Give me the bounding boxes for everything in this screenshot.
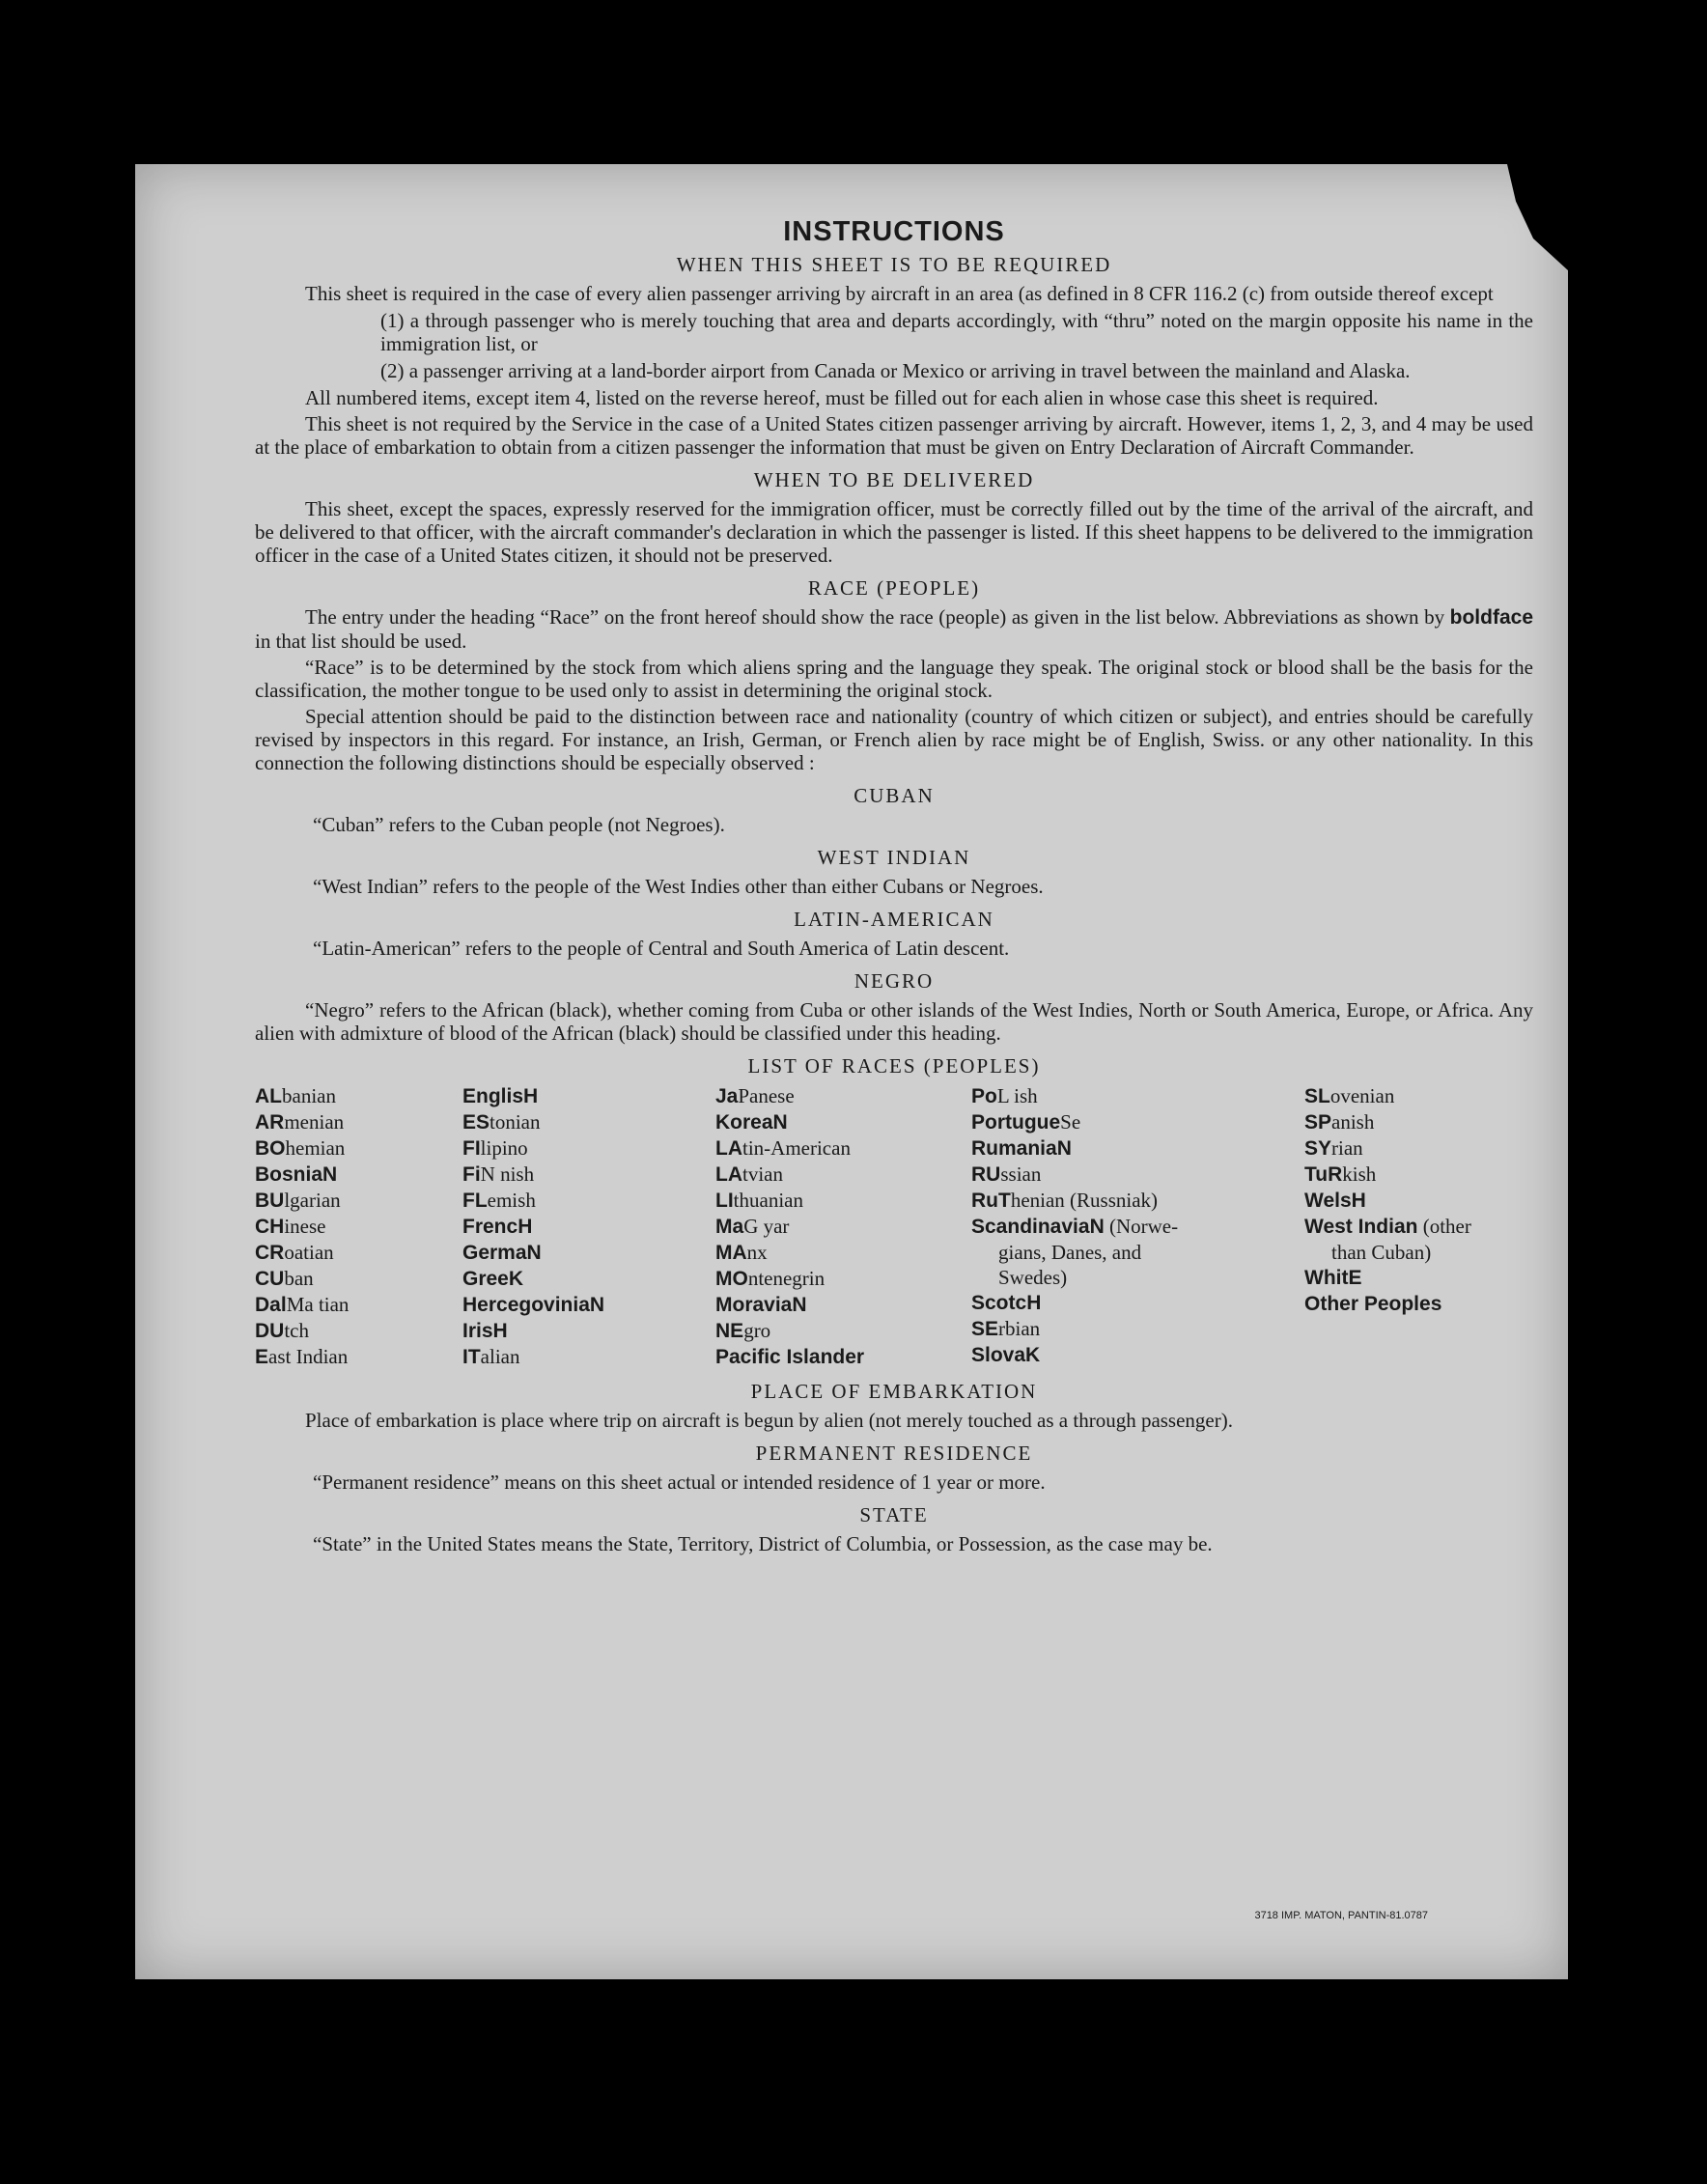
heading-when-delivered: WHEN TO BE DELIVERED	[753, 468, 1035, 491]
heading-latin-american: LATIN-AMERICAN	[794, 908, 994, 931]
race-entry: BosniaN	[255, 1163, 338, 1186]
race-entry: FLemish	[462, 1189, 536, 1212]
heading-when-required: WHEN THIS SHEET IS TO BE REQUIRED	[676, 253, 1112, 276]
heading-residence: PERMANENT RESIDENCE	[755, 1442, 1033, 1465]
race-entry: EnglisH	[462, 1085, 539, 1107]
race-entry: LAtin-American	[715, 1136, 851, 1160]
race-entry: SPanish	[1304, 1110, 1375, 1134]
list-item-2: (2) a passenger arriving at a land-border airport from Canada or Mexico or arriving in travel between the mainland and Alaska.	[380, 359, 1411, 382]
boldface-word: boldface	[1449, 606, 1534, 629]
instructions-content	[255, 216, 1534, 1558]
race-entry: GreeK	[462, 1268, 524, 1290]
race-entry: SErbian	[971, 1317, 1041, 1340]
race-entry: TuRkish	[1304, 1162, 1377, 1186]
race-entry: Pacific Islander	[715, 1346, 865, 1368]
text-run: in that list should be used.	[255, 630, 467, 653]
race-entry: SYrian	[1304, 1136, 1363, 1160]
page-title: INSTRUCTIONS	[783, 216, 1005, 247]
race-entry: East Indian	[255, 1345, 349, 1368]
race-entry: ScandinaviaN (Norwe-	[971, 1215, 1179, 1238]
race-entry: WhitE	[1304, 1267, 1362, 1289]
text-run: The entry under the heading “Race” on the front hereof should show the race (people) as given in the list below. Abbreviations as shown by	[305, 605, 1445, 629]
race-entry: GermaN	[462, 1242, 542, 1264]
race-entry: RumaniaN	[971, 1137, 1072, 1160]
heading-embarkation: PLACE OF EMBARKATION	[750, 1380, 1038, 1403]
race-entry: ALbanian	[255, 1084, 336, 1107]
race-entry: FrencH	[462, 1216, 533, 1238]
race-entry: FiN nish	[462, 1162, 535, 1186]
heading-negro: NEGRO	[854, 969, 935, 993]
races-column	[715, 1083, 971, 1370]
race-entry: HercegoviniaN	[462, 1294, 605, 1316]
heading-list-of-races: LIST OF RACES (PEOPLES)	[747, 1054, 1041, 1078]
race-entry: LAtvian	[715, 1162, 783, 1186]
definition: “Latin-American” refers to the people of Central and South America of Latin descent.	[313, 937, 1010, 960]
race-entry: KoreaN	[715, 1111, 788, 1134]
race-entry: PortugueSe	[971, 1110, 1081, 1134]
heading-west-indian: WEST INDIAN	[817, 846, 971, 869]
race-entry: RUssian	[971, 1162, 1042, 1186]
races-column	[255, 1083, 462, 1370]
race-entry: MOntenegrin	[715, 1267, 826, 1290]
print-code: 3718 IMP. MATON, PANTIN-81.0787	[1254, 1910, 1428, 1921]
definition: “West Indian” refers to the people of the West Indies other than either Cubans or Negroes.	[313, 875, 1044, 898]
race-entry: ScotcH	[971, 1292, 1042, 1314]
race-entry: EStonian	[462, 1110, 541, 1134]
paragraph: This sheet is required in the case of every alien passenger arriving by aircraft in an area (as defined in 8 CFR 116.2 (c) from outside thereof except	[305, 282, 1494, 305]
races-table	[255, 1083, 1533, 1370]
heading-cuban: CUBAN	[854, 784, 935, 807]
race-entry: Other Peoples	[1304, 1293, 1442, 1315]
paragraph: All numbered items, except item 4, listed on the reverse hereof, must be filled out for each alien in whose case this sheet is required.	[305, 386, 1379, 409]
race-entry: MaG yar	[715, 1215, 790, 1238]
race-entry: SlovaK	[971, 1344, 1041, 1366]
race-entry: CHinese	[255, 1215, 326, 1238]
race-entry: ARmenian	[255, 1110, 345, 1134]
race-entry: NEgro	[715, 1319, 771, 1342]
race-entry: FIlipino	[462, 1136, 528, 1160]
race-entry: West Indian (other	[1304, 1215, 1471, 1238]
race-entry: RuThenian (Russniak)	[971, 1189, 1159, 1212]
list-item-1: (1) a through passenger who is merely touching that area and departs accordingly, with “thru” noted on the margin opposite his name in the immigration list, or	[380, 309, 1533, 355]
heading-state: STATE	[859, 1503, 929, 1526]
race-entry: Swedes)	[998, 1266, 1068, 1289]
race-entry: DalMa tian	[255, 1293, 350, 1316]
race-entry: MoraviaN	[715, 1294, 807, 1316]
definition: “Cuban” refers to the Cuban people (not Negroes).	[313, 813, 725, 836]
races-column	[971, 1083, 1304, 1370]
paragraph	[255, 605, 1533, 653]
definition: Place of embarkation is place where trip on aircraft is begun by alien (not merely touched as a through passenger).	[305, 1409, 1233, 1432]
race-entry: than Cuban)	[1331, 1241, 1432, 1264]
paragraph: Special attention should be paid to the distinction between race and nationality (country of which citizen or subject), and entries should be carefully revised by inspectors in this regard. For instance, an Irish, German, or French alien by race might be of English, Swiss. or any other nationality. In this connection the following distinctions should be especially observed :	[255, 705, 1533, 774]
document-page	[135, 164, 1568, 1979]
race-entry: BUlgarian	[255, 1189, 341, 1212]
race-entry: gians, Danes, and	[998, 1241, 1142, 1264]
race-entry: ITalian	[462, 1345, 520, 1368]
race-entry: SLovenian	[1304, 1084, 1395, 1107]
race-entry: DUtch	[255, 1319, 309, 1342]
paragraph: “Race” is to be determined by the stock from which aliens spring and the language they speak. The original stock or blood shall be the basis for the classification, the mother tongue to be used only to assist in determining the original stock.	[255, 656, 1533, 702]
races-column	[462, 1083, 715, 1370]
races-column	[1304, 1083, 1533, 1370]
definition: “State” in the United States means the State, Territory, District of Columbia, or Possession, as the case may be.	[313, 1532, 1213, 1555]
race-entry: JaPanese	[715, 1084, 795, 1107]
race-entry: PoL ish	[971, 1084, 1038, 1107]
race-entry: LIthuanian	[715, 1189, 803, 1212]
definition: “Permanent residence” means on this sheet actual or intended residence of 1 year or more.	[313, 1470, 1046, 1494]
race-entry: BOhemian	[255, 1136, 346, 1160]
race-entry: CUban	[255, 1267, 314, 1290]
race-entry: WelsH	[1304, 1190, 1366, 1212]
race-entry: IrisH	[462, 1320, 508, 1342]
paragraph: This sheet, except the spaces, expressly reserved for the immigration officer, must be correctly filled out by the time of the arrival of the aircraft, and be delivered to that officer, with the aircraft commander's declaration in which the passenger is listed. If this sheet happens to be delivered to the immigration officer in the case of a United States citizen, it should not be preserved.	[255, 497, 1533, 567]
race-entry: CRoatian	[255, 1241, 334, 1264]
race-entry: MAnx	[715, 1241, 768, 1264]
heading-race: RACE (PEOPLE)	[807, 576, 981, 600]
definition: “Negro” refers to the African (black), whether coming from Cuba or other islands of the West Indies, North or South America, Europe, or Africa. Any alien with admixture of blood of the African (black) should be classified under this heading.	[255, 998, 1533, 1045]
paragraph: This sheet is not required by the Service in the case of a United States citizen passenger arriving by aircraft. However, items 1, 2, 3, and 4 may be used at the place of embarkation to obtain from a citizen passenger the information that must be given on Entry Declaration of Aircraft Commander.	[255, 412, 1533, 459]
